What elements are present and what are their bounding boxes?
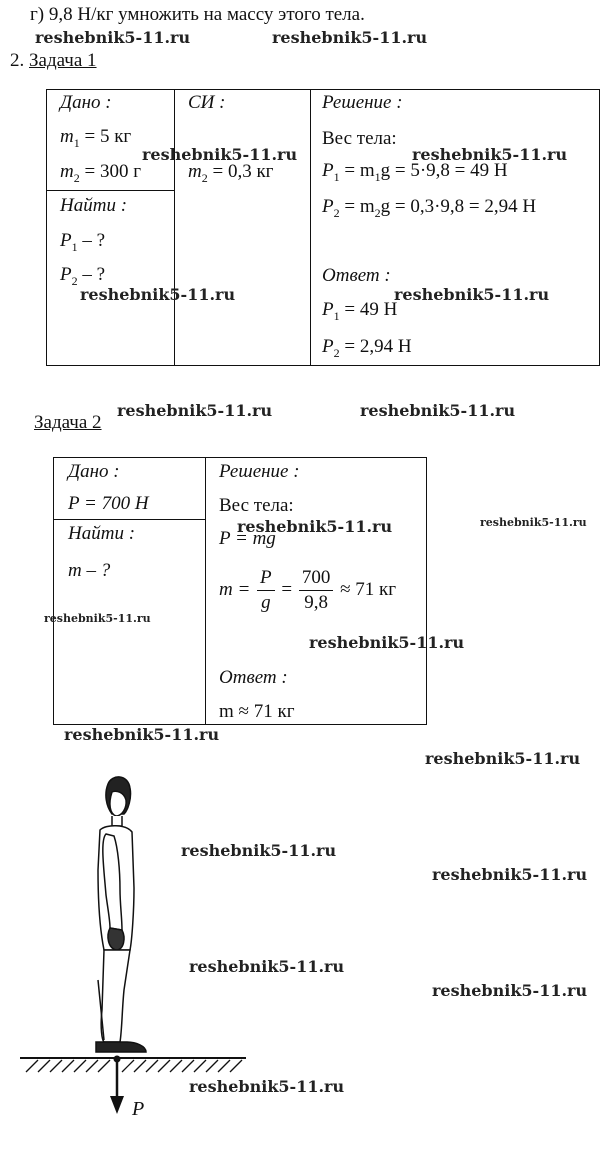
watermark: reshebnik5-11.ru [80,285,236,304]
find-m: m – ? [68,560,111,581]
find-p1: $P_1$ – ? [60,230,106,254]
force-label-p: P [132,1098,145,1120]
watermark: reshebnik5-11.ru [189,957,345,976]
equation-p1: $P_1 = m_1g = 5\cdot 9,8 = 49$ Н [322,160,508,184]
ground-surface [20,1058,246,1072]
equation-p2: $P_2 = m_2g = 0,3\cdot 9,8 = 2,94$ Н [322,196,537,220]
watermark: reshebnik5-11.ru [237,517,393,536]
task-number: 2. [10,50,29,71]
watermark: reshebnik5-11.ru [432,865,588,884]
watermark: reshebnik5-11.ru [35,28,191,47]
answer-p1: $P_1 = 49$ Н [322,299,398,323]
task1-heading [10,50,97,72]
otvet-label: Ответ : [322,265,391,286]
task-title: Задача 1 [29,50,97,71]
otvet-label: Ответ : [219,667,288,688]
watermark: reshebnik5-11.ru [480,516,587,529]
answer-m: m ≈ 71 кг [219,701,295,722]
ves-tela: Вес тела: [322,128,397,149]
si-label: СИ : [188,92,226,113]
reshenie-label: Решение : [219,461,300,482]
given-m2: $m_2 = 300$ г [60,161,141,185]
equation-weight: P = mg [219,528,276,549]
watermark: reshebnik5-11.ru [425,749,581,768]
watermark: reshebnik5-11.ru [272,28,428,47]
given-m1: $m_1 = 5$ кг [60,126,132,150]
watermark: reshebnik5-11.ru [360,401,516,420]
given-p: P = 700 Н [68,493,149,514]
watermark: reshebnik5-11.ru [142,145,298,164]
watermark: reshebnik5-11.ru [44,612,151,625]
dano-label: Дано : [68,461,120,482]
equation-mass: m = $\frac{P}{g}$ = $\frac{700}{9,8}$ ≈ 71 кг [219,567,397,613]
watermark: reshebnik5-11.ru [189,1077,345,1096]
answer-p2: $P_2 = 2,94$ Н [322,336,412,360]
person-illustration [96,777,146,1052]
watermark: reshebnik5-11.ru [181,841,337,860]
watermark: reshebnik5-11.ru [309,633,465,652]
watermark: reshebnik5-11.ru [394,285,550,304]
weight-force-arrow [110,1056,124,1115]
najti-label: Найти : [68,523,136,544]
najti-label: Найти : [60,195,128,216]
watermark: reshebnik5-11.ru [432,981,588,1000]
ves-tela: Вес тела: [219,495,294,516]
fraction-700-over-98: $\frac{700}{9,8}$ [299,566,334,615]
watermark: reshebnik5-11.ru [117,401,273,420]
task2-heading: Задача 2 [34,412,102,433]
answer-line-g: г) 9,8 Н/кг умножить на массу этого тела. [30,4,365,25]
table-divider [310,89,311,365]
si-m2: $m_2 = 0,3$ кг [188,161,274,185]
watermark: reshebnik5-11.ru [64,725,220,744]
table-divider [46,190,174,191]
table-divider [205,457,206,724]
find-p2: $P_2$ – ? [60,264,106,288]
dano-label: Дано : [60,92,112,113]
table-divider [53,519,205,520]
fraction-p-over-g: $\frac{P}{g}$ [257,566,275,615]
watermark: reshebnik5-11.ru [412,145,568,164]
reshenie-label: Решение : [322,92,403,113]
table-divider [174,89,175,365]
